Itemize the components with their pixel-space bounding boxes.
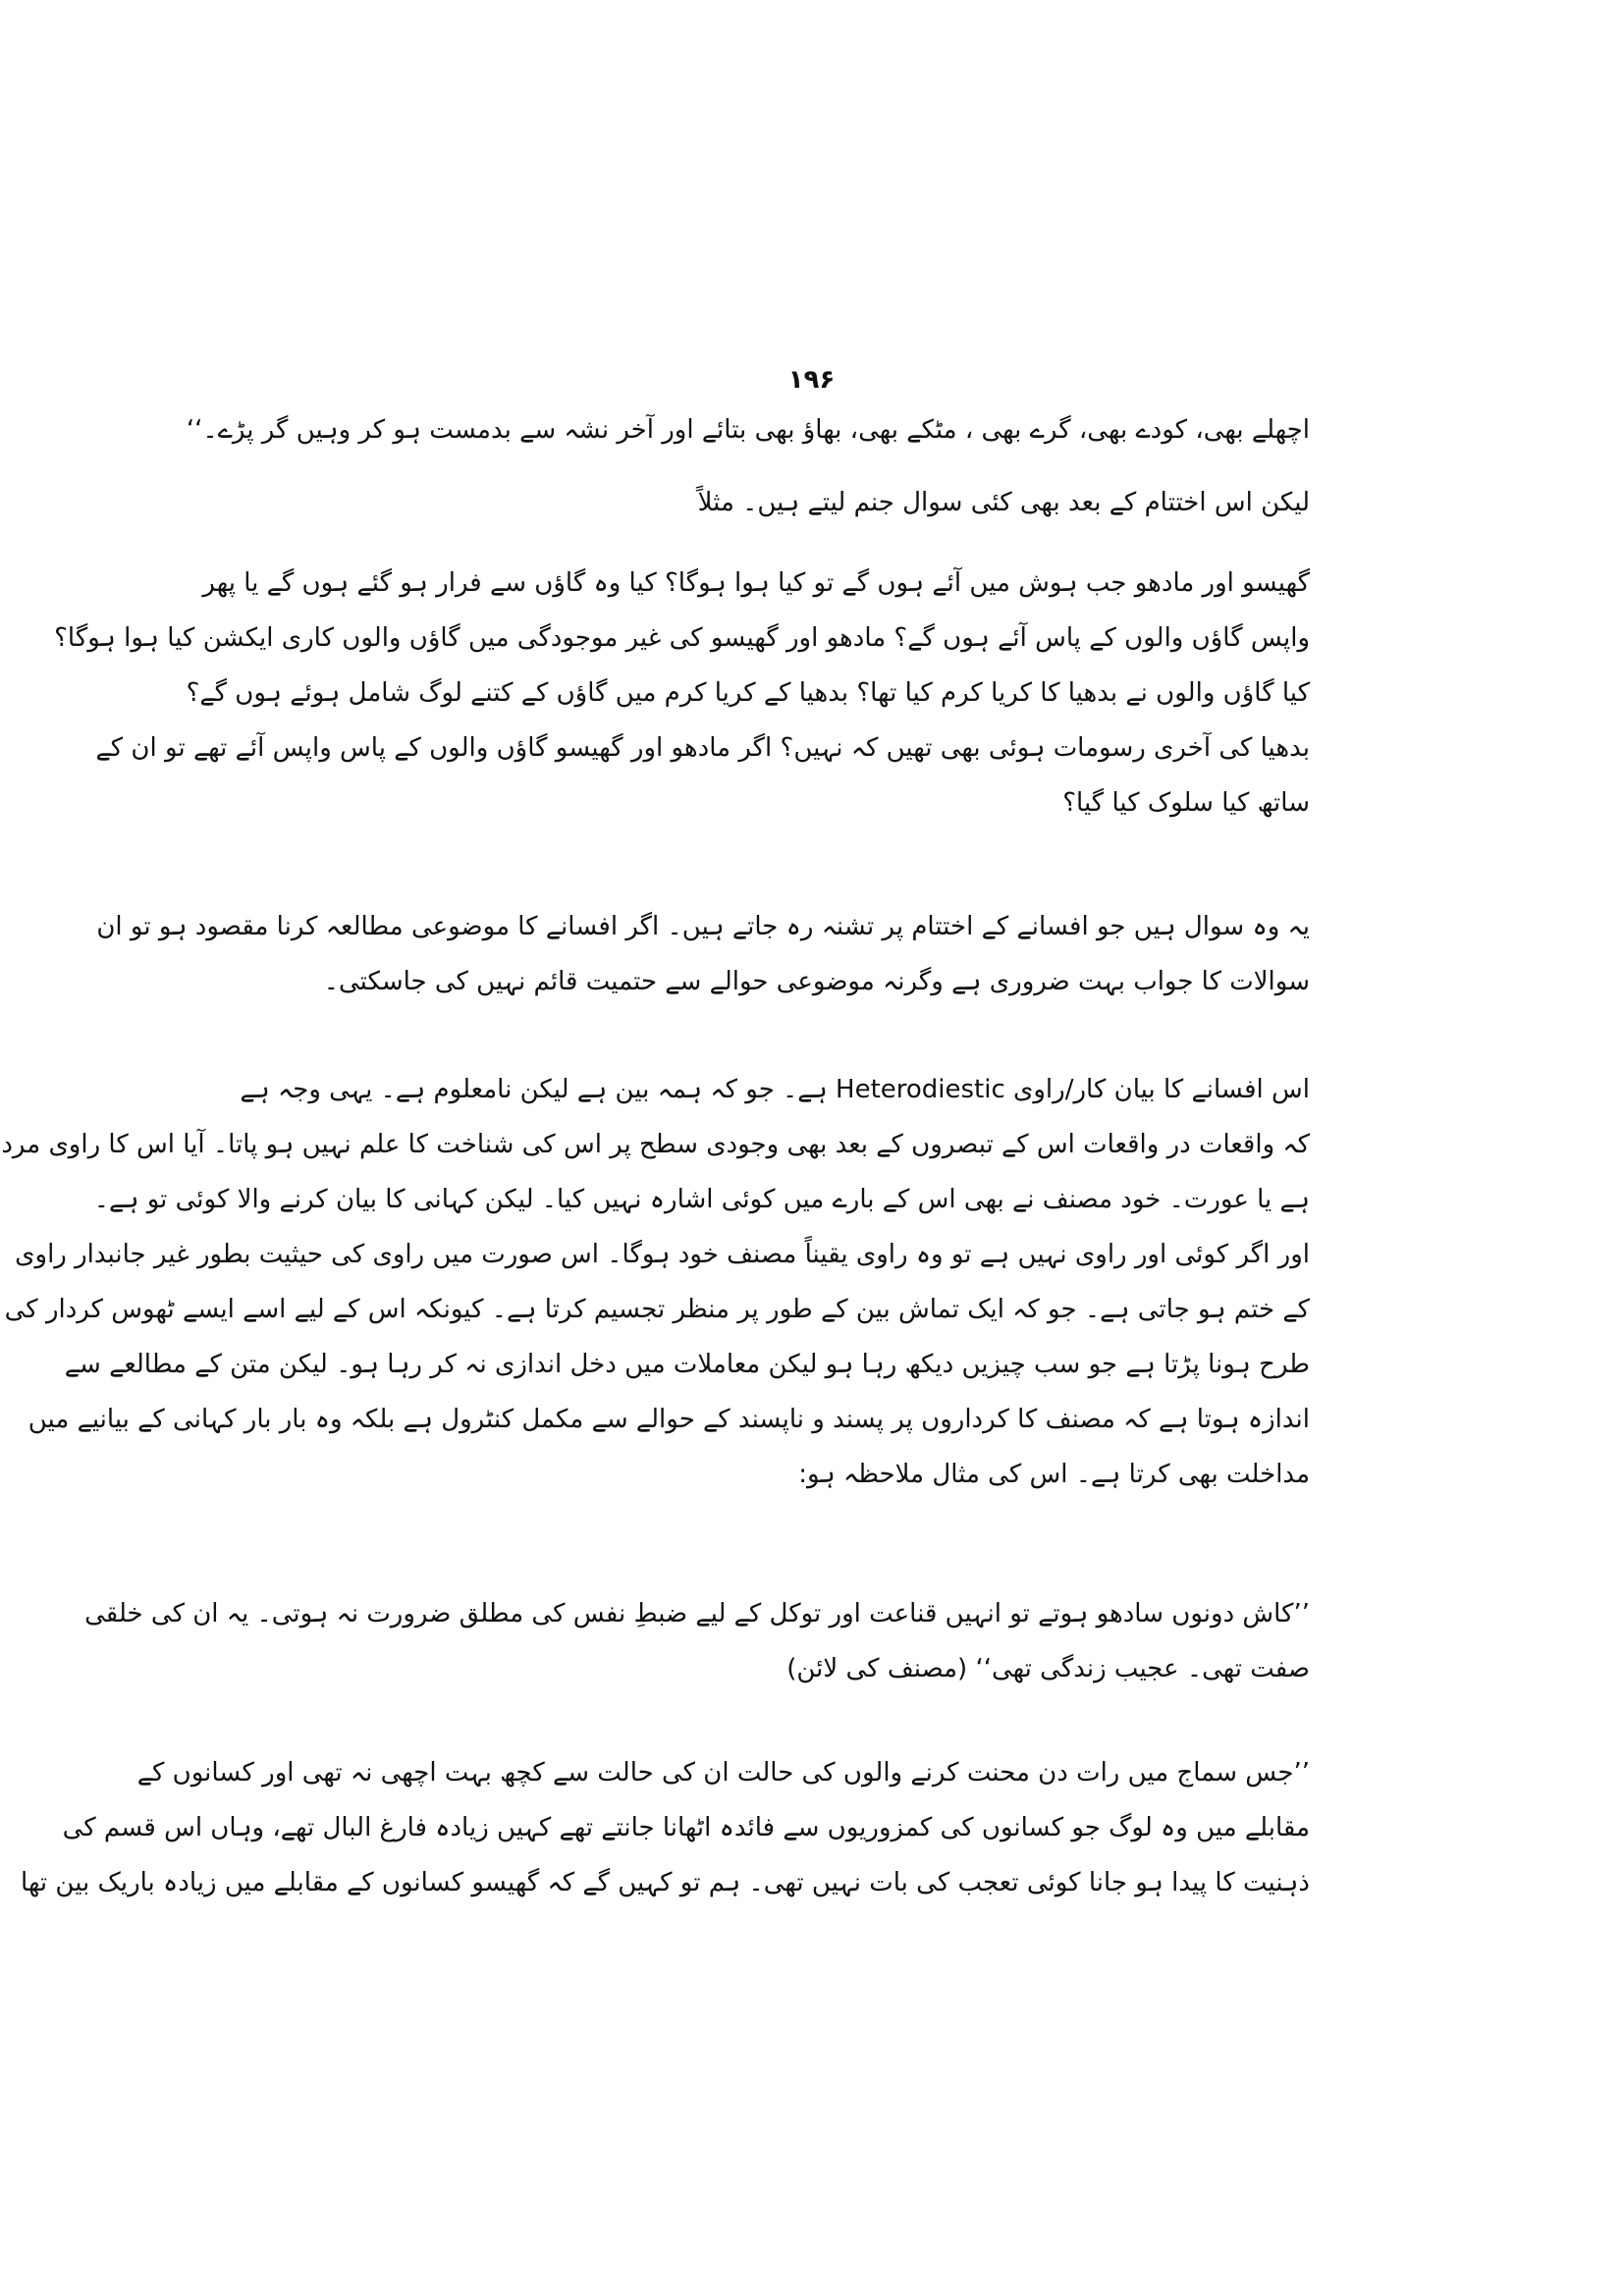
quotation-2 <box>21 1745 1310 1910</box>
paragraph-4 <box>96 899 1310 1009</box>
text-line: مداخلت بھی کرتا ہے۔ اس کی مثال ملاحظہ ہو: <box>798 1460 1310 1489</box>
text-line: گھیسو اور مادھو جب ہوش میں آئے ہوں گے تو کیا ہوا ہوگا؟ کیا وہ گاؤں سے فرار ہو گئے ہوں گے یا پھر <box>202 568 1310 598</box>
text-line: ’’جس سماج میں رات دن محنت کرنے والوں کی حالت ان کی حالت سے کچھ بہت اچھی نہ تھی اور کسانوں کے <box>136 1758 1310 1788</box>
paragraph-5 <box>1 1062 1310 1502</box>
text-line: ساتھ کیا سلوک کیا گیا؟ <box>1062 788 1310 818</box>
text-line: طرح ہونا پڑتا ہے جو سب چیزیں دیکھ رہا ہو لیکن معاملات میں دخل اندازی نہ کر رہا ہو۔ لیکن متن کے مطالعے سے <box>64 1350 1310 1379</box>
text-line: صفت تھی۔ عجیب زندگی تھی‘‘ (مصنف کی لائن) <box>786 1654 1310 1683</box>
text-line: بدھیا کی آخری رسومات ہوئی بھی تھیں کہ نہیں؟ اگر مادھو اور گھیسو گاؤں والوں کے پاس واپس آئے تھے تو ان کے <box>95 733 1310 763</box>
text-line: ’’کاش دونوں سادھو ہوتے تو انہیں قناعت اور توکل کے لیے ضبطِ نفس کی مطلق ضرورت نہ ہوتی۔ یہ ان کی خلقی <box>84 1599 1310 1629</box>
text-line: واپس گاؤں والوں کے پاس آئے ہوں گے؟ مادھو اور گھیسو کی غیر موجودگی میں گاؤں والوں کاری ایکشن کیا ہوا ہوگا؟ <box>54 623 1310 653</box>
text-line: یہ وہ سوال ہیں جو افسانے کے اختتام پر تشنہ رہ جاتے ہیں۔ اگر افسانے کا موضوعی مطالعہ کرنا مقصود ہو تو ان <box>96 912 1310 941</box>
text-line: ذہنیت کا پیدا ہو جانا کوئی تعجب کی بات نہیں تھی۔ ہم تو کہیں گے کہ گھیسو کسانوں کے مقابلے میں زیادہ باریک بین تھا <box>21 1868 1310 1897</box>
text-line: اور اگر کوئی اور راوی نہیں ہے تو وہ راوی یقیناً مصنف خود ہوگا۔ اس صورت میں راوی کی حیثیت بطور غیر جانبدار راوی <box>15 1240 1310 1269</box>
paragraph-2 <box>312 475 1310 530</box>
text-line: اس افسانے کا بیان کار/راوی Heterodiestic ہے۔ جو کہ ہمہ بین ہے لیکن نامعلوم ہے۔ یہی وجہ ہے <box>240 1075 1310 1104</box>
text-line: کیا گاؤں والوں نے بدھیا کا کریا کرم کیا تھا؟ بدھیا کے کریا کرم میں گاؤں کے کتنے لوگ شامل ہوئے ہوں گے؟ <box>186 678 1310 708</box>
page-number: ۱۹۶ <box>787 365 836 395</box>
paragraph-1 <box>186 402 1310 457</box>
text-line: ہے یا عورت۔ خود مصنف نے بھی اس کے بارے میں کوئی اشارہ نہیں کیا۔ لیکن کہانی کا بیان کرنے والا کوئی تو ہے۔ <box>93 1185 1310 1214</box>
text-line: اندازہ ہوتا ہے کہ مصنف کا کرداروں پر پسند و ناپسند کے حوالے سے مکمل کنٹرول ہے بلکہ وہ بار بار کہانی کے بیانیے میں <box>27 1405 1310 1434</box>
paragraph-3 <box>54 556 1310 830</box>
text-line: اچھلے بھی، کودے بھی، گرے بھی ، مٹکے بھی، بھاؤ بھی بتائے اور آخر نشہ سے بدمست ہو کر وہیں گر پڑے۔‘‘ <box>186 415 1310 445</box>
quotation-1 <box>84 1586 1310 1696</box>
text-line: لیکن اس اختتام کے بعد بھی کئی سوال جنم لیتے ہیں۔ مثلاً <box>697 488 1310 517</box>
text-line: سوالات کا جواب بہت ضروری ہے وگرنہ موضوعی حوالے سے حتمیت قائم نہیں کی جاسکتی۔ <box>323 967 1310 996</box>
text-line: کہ واقعات در واقعات اس کے تبصروں کے بعد بھی وجودی سطح پر اس کی شناخت کا علم نہیں ہو پاتا۔ آیا اس کا راوی مرد <box>1 1130 1310 1159</box>
text-line: کے ختم ہو جاتی ہے۔ جو کہ ایک تماش بین کے طور پر منظر تجسیم کرتا ہے۔ کیونکہ اس کے لیے اسے ایسے ٹھوس کردار کی <box>4 1295 1310 1324</box>
text-line: مقابلے میں وہ لوگ جو کسانوں کی کمزوریوں سے فائدہ اٹھانا جانتے تھے کہیں زیادہ فارغ البال تھے، وہاں اس قسم کی <box>62 1813 1310 1842</box>
